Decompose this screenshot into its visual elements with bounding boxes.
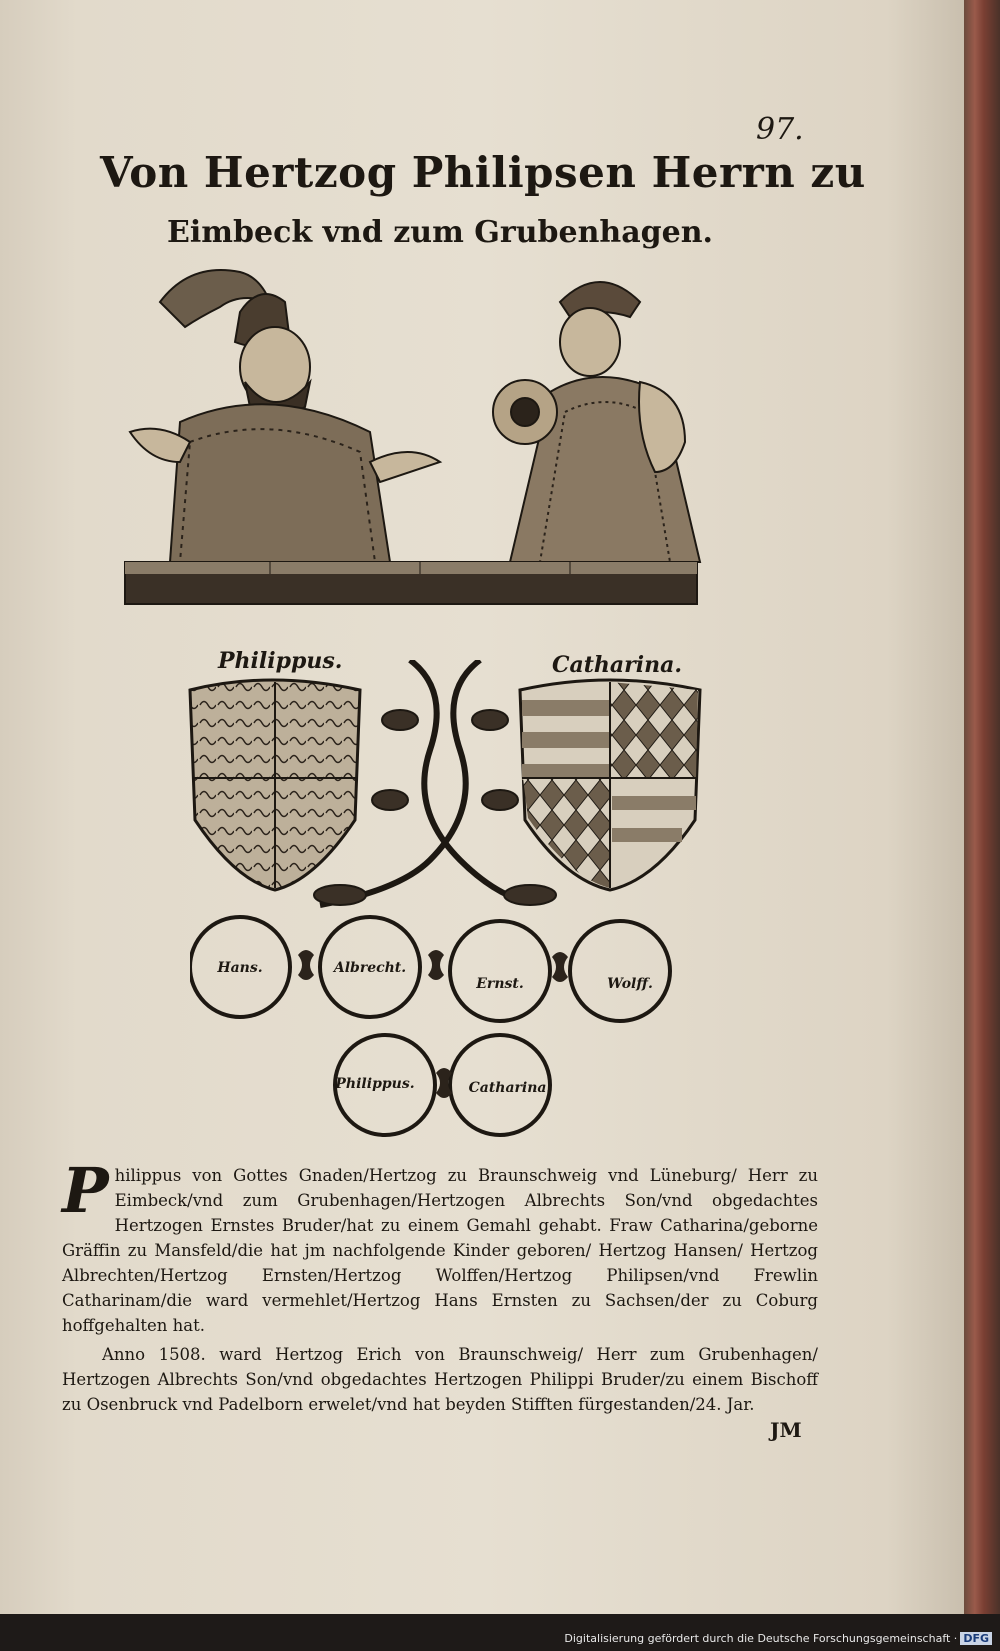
body-text [62,1154,818,1421]
portrait-label-philippus: Philippus. [218,648,343,674]
child-name-wolff: Wolff. [607,976,653,992]
child-circle-wolff [570,921,670,1021]
drop-cap: P [62,1154,109,1227]
dfg-logo: DFG [960,1632,992,1645]
portrait-woodcut [120,262,740,662]
child-circle-ernst [450,921,550,1021]
shield-philippus [190,680,360,890]
parent-name-catharina: Catharina. [468,1080,552,1096]
paragraph-1-text: hilippus von Gottes Gnaden/Hertzog zu Braunschweig vnd Lüneburg/ Herr zu Eimbeck/vnd zum Grubenhagen/Hertzogen Albrechts Son/vnd obgedachtes Hertzogen Ernstes Bruder/hat zu einem Gemahl gehabt. Fraw Catharina/geborne Gräffin zu Mansfeld/die hat jm nachfolgende Kinder geboren/ Hertzog Hansen/ Hertzog Albrechten/Hertzog Ernsten/Hertzog Wolffen/Hertzog Philipsen/vnd Frewlin Catharinam/die ward vermehlet/Hertzog Hans Ernsten zu Sachsen/der zu Coburg hoffgehalten hat. [62,1166,818,1335]
page-edge [964,0,1000,1614]
footer-text: Digitalisierung gefördert durch die Deutsche Forschungsgemeinschaft · [564,1632,958,1645]
portrait-label-catharina: Catharina. [552,652,683,678]
footer-credit [564,1632,992,1645]
page-subtitle: Eimbeck vnd zum Grubenhagen. [167,215,713,250]
page-title: Von Hertzog Philipsen Herrn zu [100,148,866,197]
shield-catharina [520,680,700,890]
philippus-figure [130,270,440,562]
catchword: JM [770,1418,802,1442]
child-name-albrecht: Albrecht. [333,960,407,976]
child-name-ernst: Ernst. [476,976,524,992]
paragraph-2: Anno 1508. ward Hertzog Erich von Braunschweig/ Herr zum Grubenhagen/ Hertzogen Albrechts Son/vnd obgedachtes Hertzogen Philippi Bruder/zu einem Bischoff zu Osenbruck vnd Padelborn erwelet/vnd hat beyden Stifften fürgestanden/24. Jar. [62,1345,818,1414]
parent-name-philippus: Philippus. [335,1076,415,1092]
coats-of-arms [180,660,740,920]
page-number: 97. [756,112,804,147]
genealogy-diagram [190,915,730,1145]
paragraph-1 [62,1154,818,1338]
catharina-figure [493,282,700,562]
child-name-hans: Hans. [217,960,263,976]
